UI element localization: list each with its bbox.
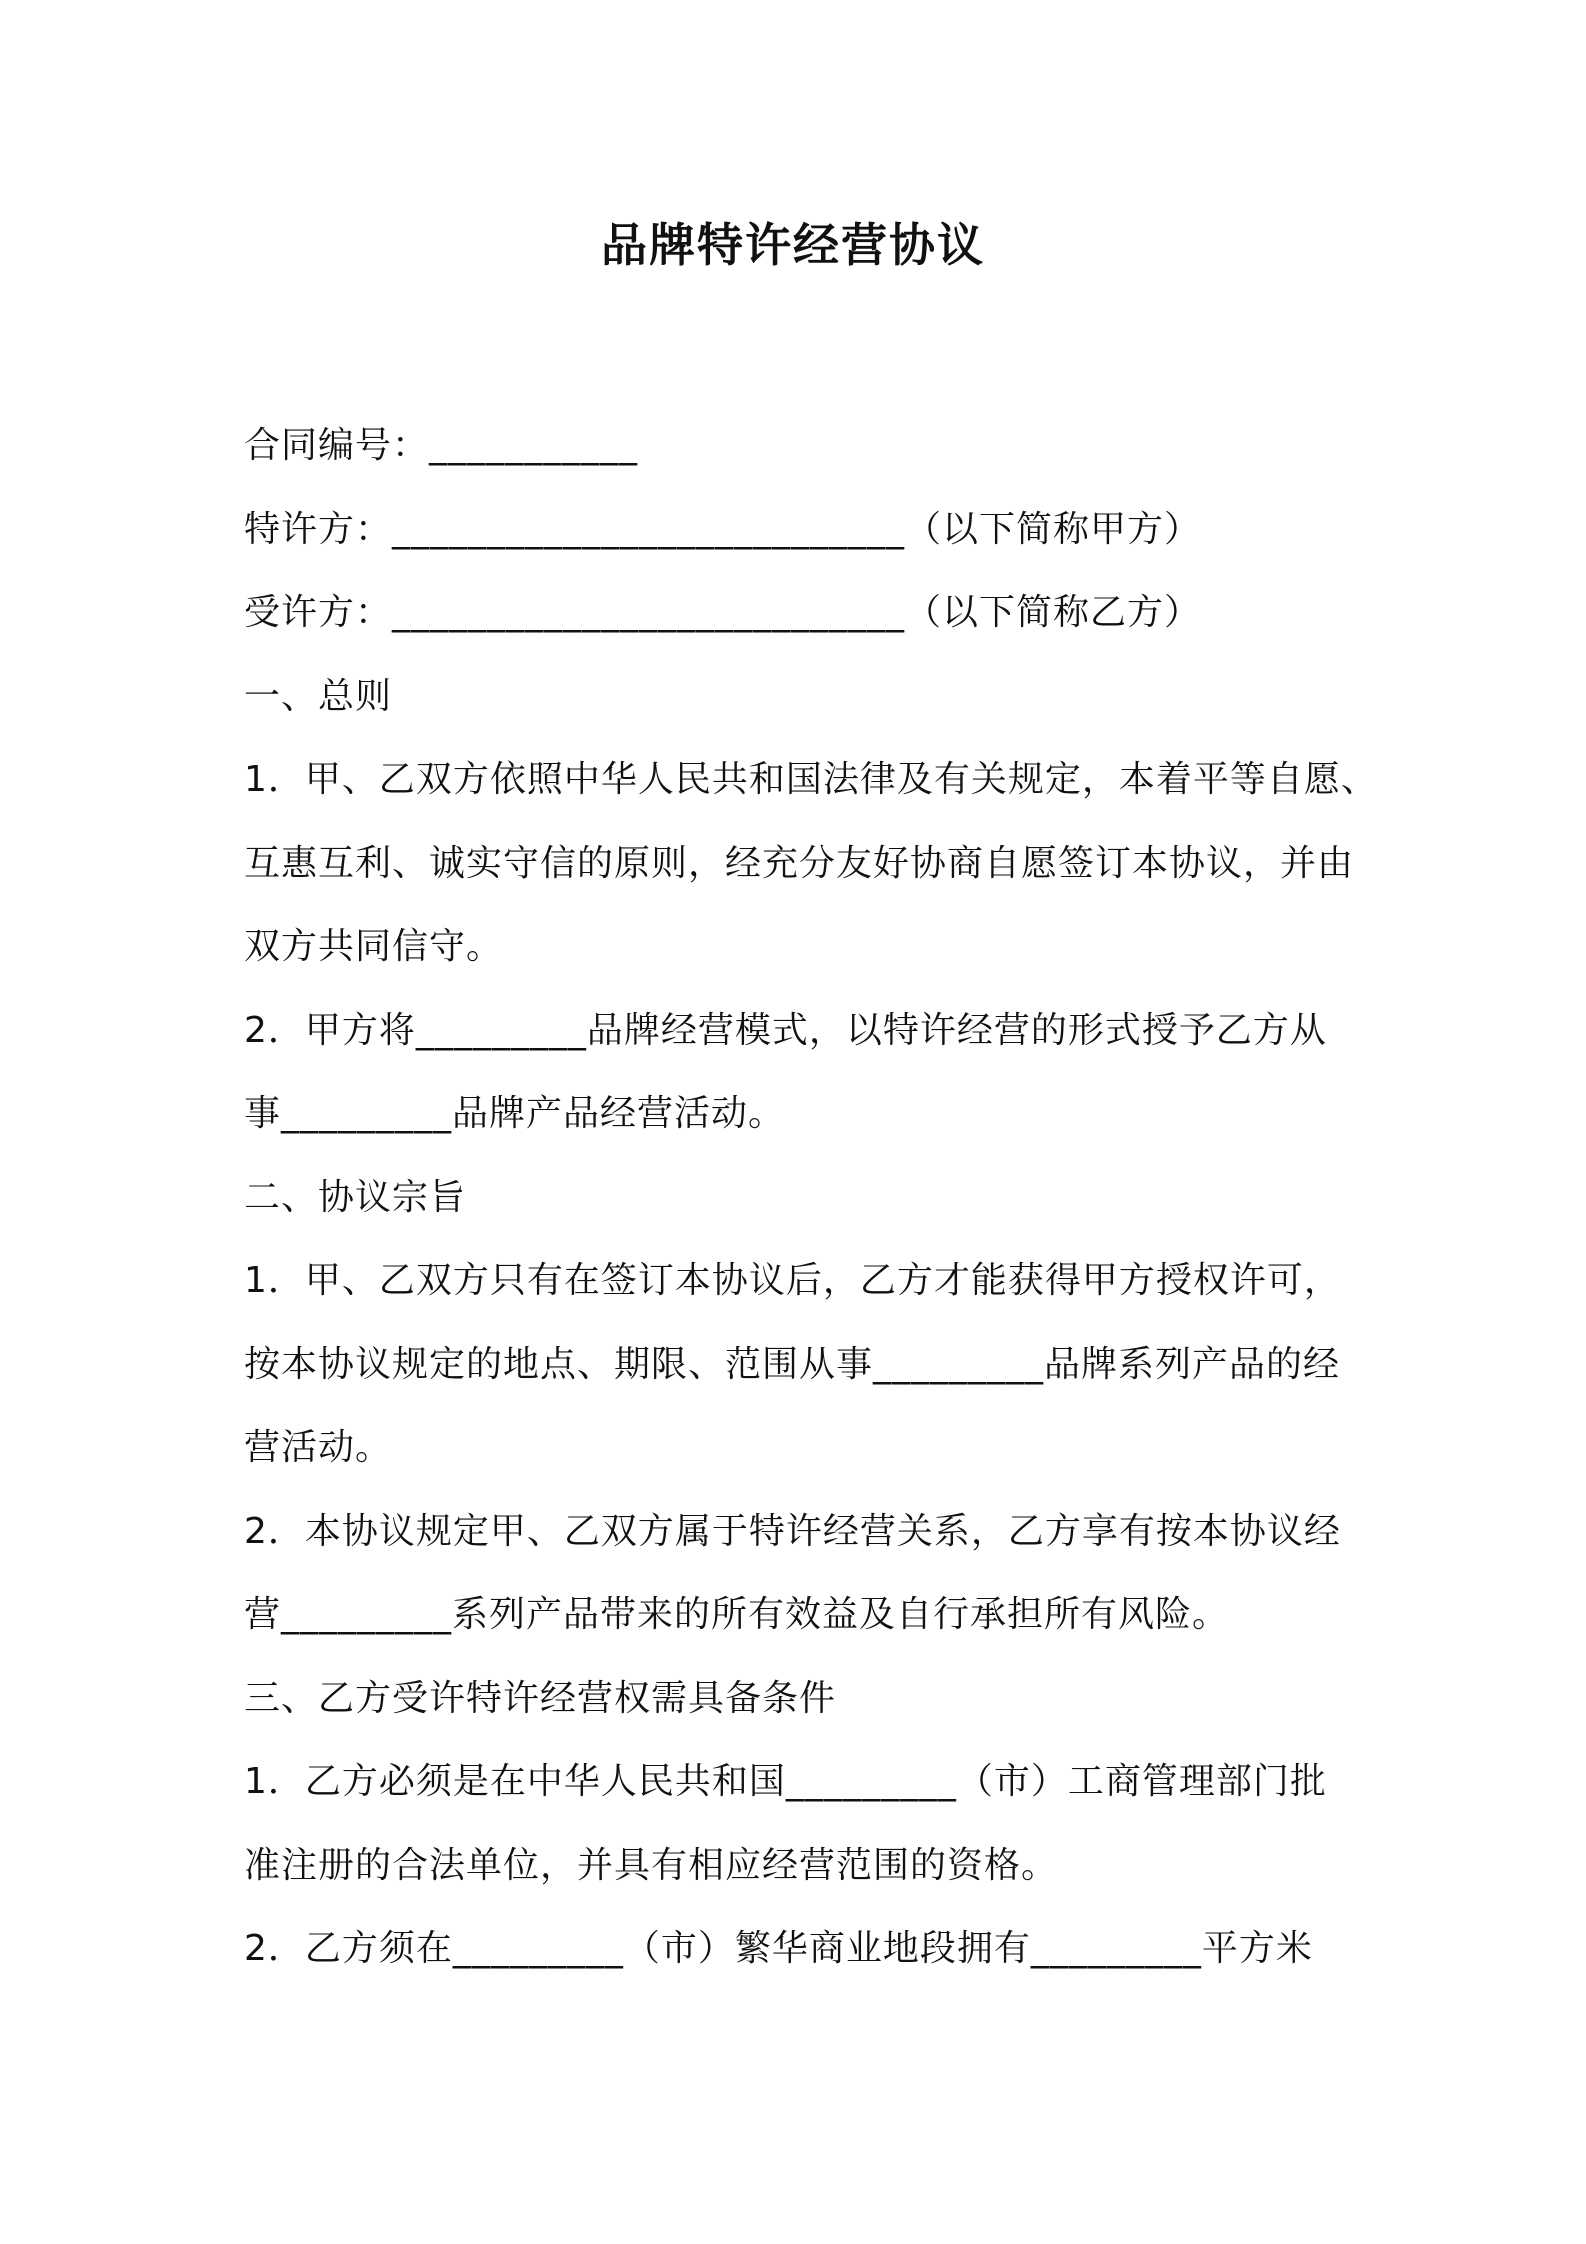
paragraph-line: 双方共同信守。 — [244, 926, 504, 967]
section-heading-general: 一、总则 — [244, 675, 393, 717]
section-heading-conditions: 三、乙方受许特许经营权需具备条件 — [244, 1677, 837, 1719]
paragraph-line: 2．乙方须在_________（市）繁华商业地段拥有_________平方米 — [244, 1928, 1313, 1969]
document-title: 品牌特许经营协议 — [601, 218, 985, 272]
paragraph-line: 互惠互利、诚实守信的原则，经充分友好协商自愿签订本协议，并由 — [244, 842, 1355, 884]
paragraph-line: 按本协议规定的地点、期限、范围从事_________品牌系列产品的经 — [244, 1343, 1341, 1385]
paragraph-line: 2．本协议规定甲、乙双方属于特许经营关系，乙方享有按本协议经 — [244, 1510, 1341, 1552]
paragraph-line: 1．乙方必须是在中华人民共和国_________（市）工商管理部门批 — [244, 1761, 1327, 1802]
document-body — [244, 404, 1378, 1991]
paragraph-line: 准注册的合法单位，并具有相应经营范围的资格。 — [244, 1844, 1059, 1886]
contract-number-line: 合同编号：___________ — [244, 425, 639, 466]
paragraph-line: 事_________品牌产品经营活动。 — [244, 1093, 786, 1134]
paragraph-line: 1．甲、乙双方只有在签订本协议后，乙方才能获得甲方授权许可， — [244, 1260, 1341, 1301]
paragraph-line: 营活动。 — [244, 1427, 393, 1468]
franchisee-line: 受许方：___________________________（以下简称乙方） — [244, 592, 1202, 633]
paragraph-line: 1．甲、乙双方依照中华人民共和国法律及有关规定，本着平等自愿、 — [244, 759, 1378, 800]
franchisor-line: 特许方：___________________________（以下简称甲方） — [244, 508, 1202, 550]
paragraph-line: 营_________系列产品带来的所有效益及自行承担所有风险。 — [244, 1594, 1230, 1635]
paragraph-line: 2．甲方将_________品牌经营模式，以特许经营的形式授予乙方从 — [244, 1009, 1327, 1051]
section-heading-purpose: 二、协议宗旨 — [244, 1176, 467, 1218]
